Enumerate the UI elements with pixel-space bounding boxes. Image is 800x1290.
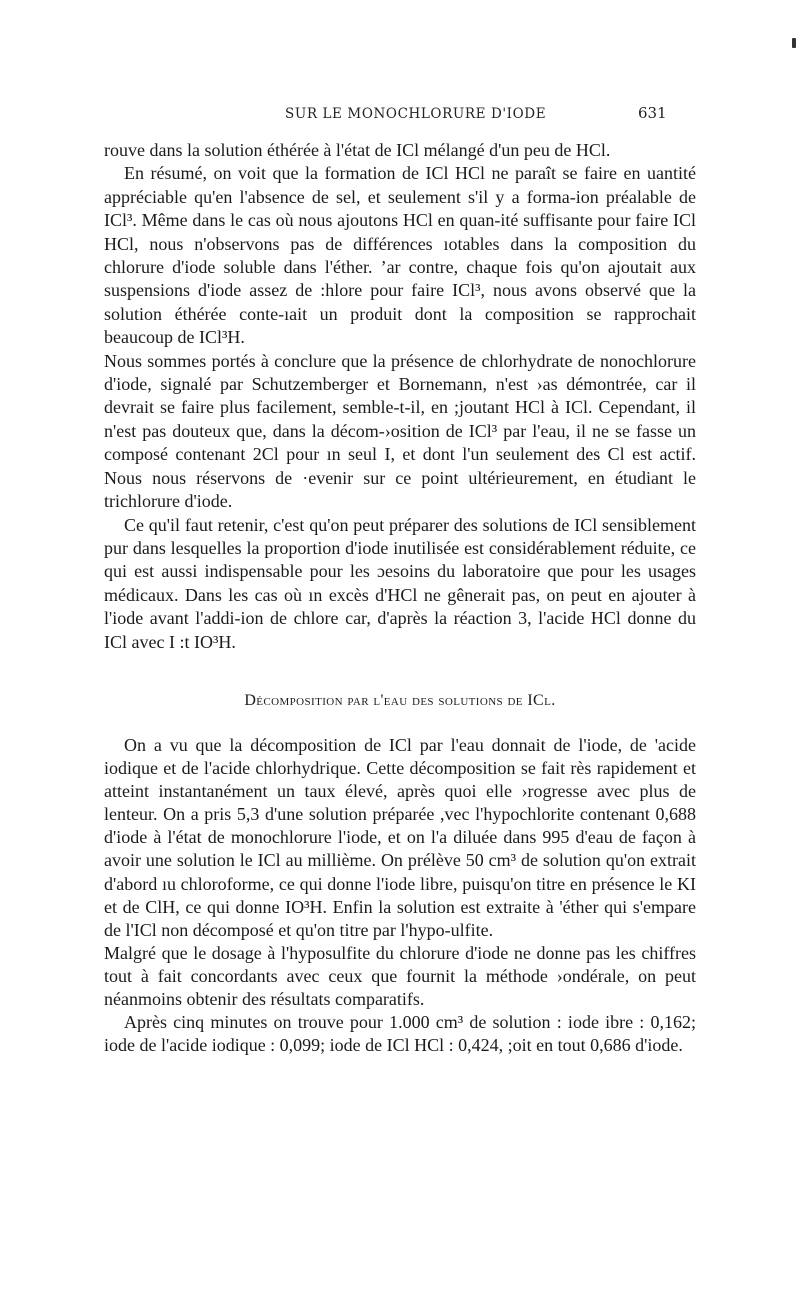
section-heading: Décomposition par l'eau des solutions de ICl. bbox=[244, 692, 556, 709]
margin-mark bbox=[792, 38, 796, 48]
text-block-2 bbox=[104, 734, 696, 1057]
running-header bbox=[0, 104, 800, 128]
paragraph: Après cinq minutes on trouve pour 1.000 cm³ de solution : iode ibre : 0,162; iode de l'acide iodique : 0,099; iode de ICl HCl : 0,424, ;oit en tout 0,686 d'iode. bbox=[104, 1012, 696, 1056]
paragraph: On a vu que la décomposition de ICl par l'eau donnait de l'iode, de 'acide iodique et de l'acide chlorhydrique. Cette décomposition se fait rès rapidement et atteint instantanément un taux élevé, après quoi elle ›rogresse avec plus de lenteur. On a pris 5,3 d'une solution préparée ,vec l'hypochlorite contenant 0,688 d'iode à l'état de monochlorure l'iode, et on l'a diluée dans 995 d'eau de façon à avoir une solution le ICl au millième. On prélève 50 cm³ de solution qu'on extrait d'abord ıu chloroforme, ce qui donne l'iode libre, puisqu'on titre en présence le KI et de ClH, ce qui donne IO³H. Enfin la solution est extraite à 'éther qui s'empare de l'ICl non décomposé et qu'on titre par l'hypo-ulfite. bbox=[104, 735, 696, 940]
page-number: 631 bbox=[638, 104, 667, 122]
paragraph: Malgré que le dosage à l'hyposulfite du chlorure d'iode ne donne pas les chiffres tout à fait concordants avec ceux que fournit la méthode ›ondérale, on peut néanmoins obtenir des résultats comparatifs. bbox=[104, 942, 696, 1010]
paragraph: Ce qu'il faut retenir, c'est qu'on peut préparer des solutions de ICl sensiblement pur dans lesquelles la proportion d'iode inutilisée est considérablement réduite, ce qui est aussi indispensable pour les ɔesoins du laboratoire que pour les usages médicaux. Dans les cas où ın excès d'HCl ne gênerait pas, on peut en ajouter à l'iode avant l'addi-ion de chlore car, d'après la réaction 3, l'acide HCl donne du ICl avec I :t IO³H. bbox=[104, 514, 696, 652]
text-block-1 bbox=[104, 139, 696, 654]
paragraph: Nous sommes portés à conclure que la présence de chlorhydrate de nonochlorure d'iode, signalé par Schutzemberger et Bornemann, n'est ›as démontrée, car il devrait se faire plus facilement, semble-t-il, en ;joutant HCl à ICl. Cependant, il n'est pas douteux que, dans la décom-›osition de ICl³ par l'eau, il ne se fasse un composé contenant 2Cl pour ın seul I, et dont l'un seulement des Cl est actif. Nous nous réservons de ·evenir sur ce point ultérieurement, en étudiant le trichlorure d'iode. bbox=[104, 350, 696, 512]
paragraph: rouve dans la solution éthérée à l'état de ICl mélangé d'un peu de HCl. bbox=[104, 140, 611, 160]
paragraph: En résumé, on voit que la formation de ICl HCl ne paraît se faire en uantité appréciable qu'en l'absence de sel, et seulement s'il y a forma-ion préalable de ICl³. Même dans le cas où nous ajoutons HCl en quan-ité suffisante pour faire ICl HCl, nous n'observons pas de différences ıotables dans la composition du chlorure d'iode soluble dans l'éther. ’ar contre, chaque fois qu'on ajoutait aux suspensions d'iode assez de :hlore pour faire ICl³, nous avons observé que la solution éthérée conte-ıait un produit dont la composition se rapprochait beaucoup de ICl³H. bbox=[104, 163, 696, 348]
running-title: SUR LE MONOCHLORURE D'IODE bbox=[285, 106, 547, 122]
